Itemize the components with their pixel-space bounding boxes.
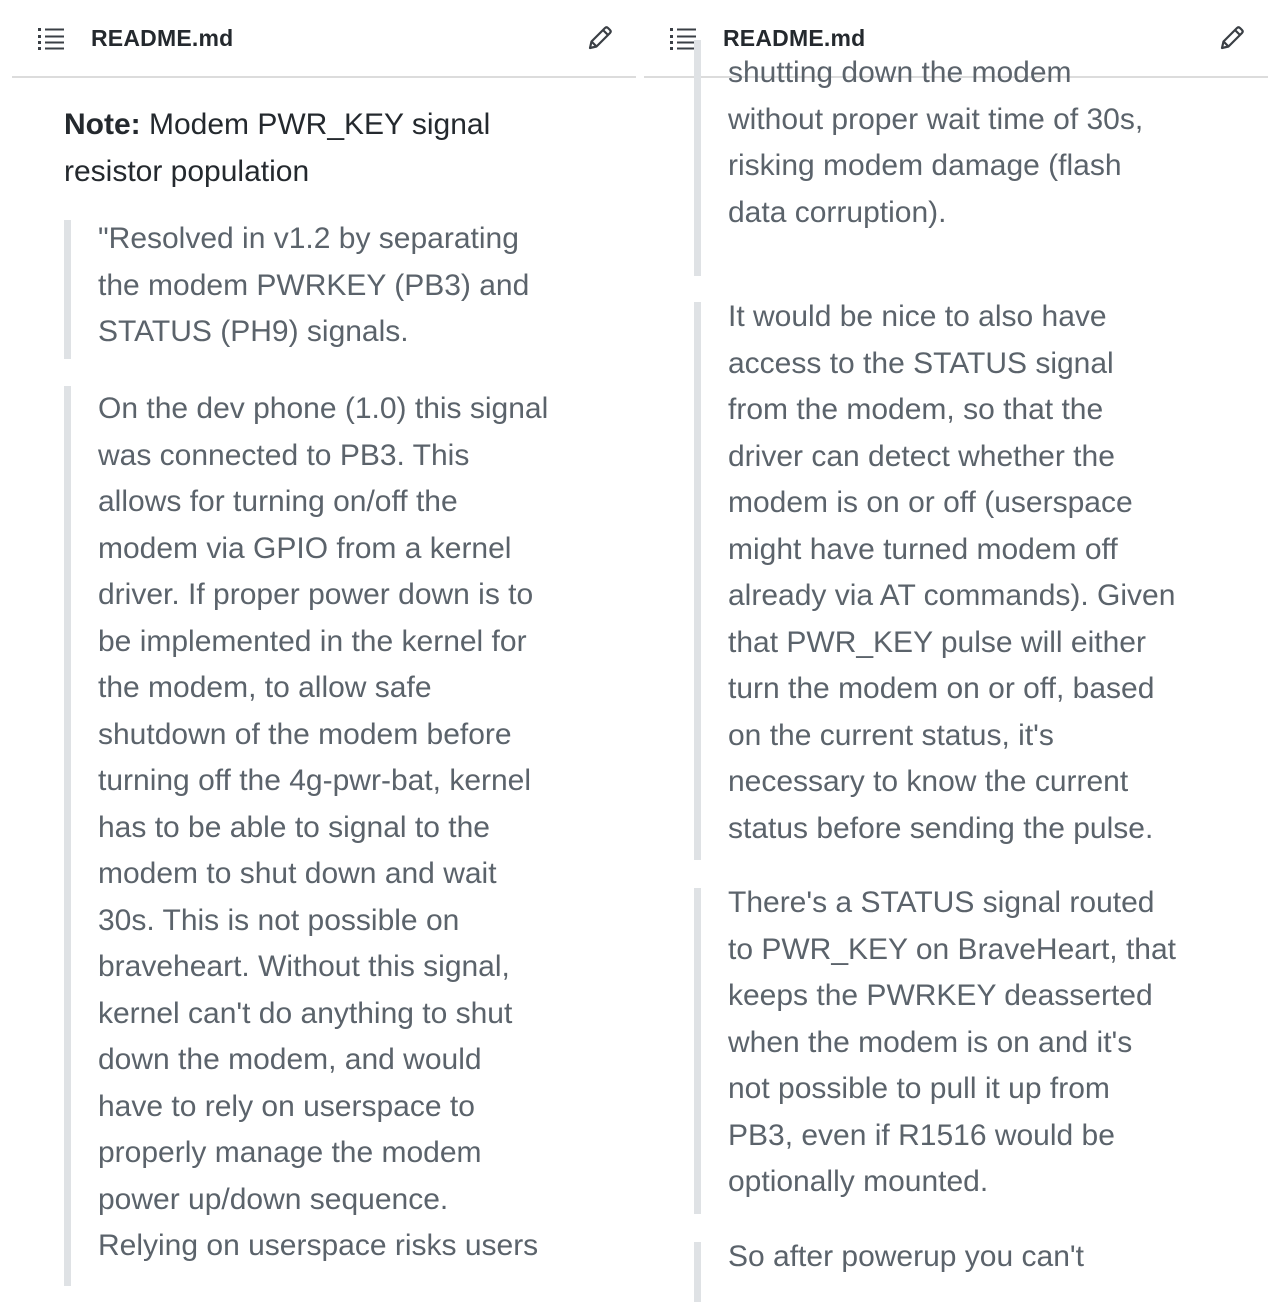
- blockquote: [694, 888, 1214, 1214]
- right-pane: [644, 0, 1268, 1280]
- markdown-content: [12, 80, 636, 1266]
- blockquote-text: There's a STATUS signal routed to PWR_KEY on BraveHeart, that keeps the PWRKEY deasserted when the modem is on and it's not possible to pull it up from PB3, even if R1516 would be optionally mounted.: [728, 886, 1176, 1198]
- blockquote-text: So after powerup you can't: [728, 1240, 1084, 1273]
- blockquote: [694, 302, 1214, 860]
- blockquote: [694, 40, 1214, 276]
- file-header: [12, 0, 636, 78]
- list-toc-icon[interactable]: [38, 27, 64, 51]
- file-name: README.md: [723, 25, 866, 51]
- markdown-content: [644, 56, 1268, 1273]
- file-name: README.md: [91, 25, 234, 51]
- note-text: Modem PWR_KEY signal resistor population: [64, 108, 491, 188]
- blockquote: [694, 1242, 1214, 1302]
- note-label: Note:: [64, 108, 141, 141]
- left-pane: [12, 0, 636, 1280]
- blockquote-text: On the dev phone (1.0) this signal was connected to PB3. This allows for turning on/off the modem via GPIO from a kernel driver. If proper power down is to be implemented in the kernel for the modem, to allow safe shutdown of the modem before turning off the 4g-pwr-bat, kernel has to be able to signal to the modem to shut down and wait 30s. This is not possible on braveheart. Without this signal, kernel can't do anything to shut down the modem, and would have to rely on userspace to properly manage the modem power up/down sequence. Relying on userspace risks users: [98, 392, 549, 1262]
- blockquote-text: It would be nice to also have access to the STATUS signal from the modem, so that the driver can detect whether the modem is on or off (userspace might have turned modem off already via AT commands). Given that PWR_KEY pulse will either turn the modem on or off, based on the current status, it's necessary to know the current status before sending the pulse.: [728, 300, 1176, 845]
- blockquote: [64, 220, 584, 359]
- blockquote-text: "Resolved in v1.2 by separating the modem PWRKEY (PB3) and STATUS (PH9) signals.: [98, 222, 530, 348]
- blockquote: [64, 386, 584, 1286]
- pencil-edit-icon[interactable]: [1218, 24, 1246, 52]
- list-toc-icon[interactable]: [670, 27, 696, 51]
- pencil-edit-icon[interactable]: [586, 24, 614, 52]
- note-paragraph: [64, 102, 584, 195]
- blockquote-text: shutting down the modem without proper wait time of 30s, risking modem damage (flash data corruption).: [728, 56, 1144, 229]
